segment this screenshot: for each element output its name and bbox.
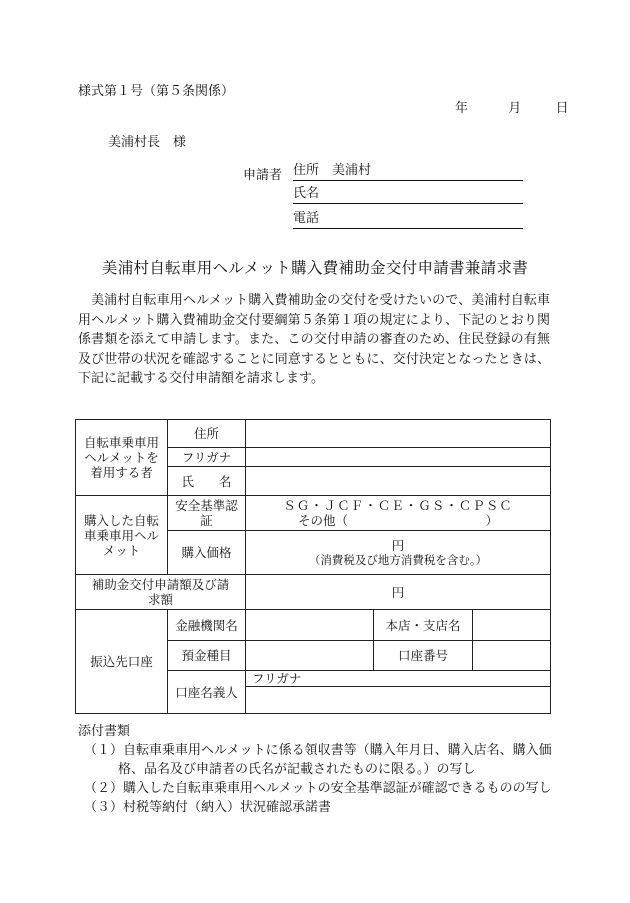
document-title: 美浦村自転車用ヘルメット購入費補助金交付申請書兼請求書 <box>101 259 529 277</box>
attachment-item: （３）村税等納付（納入）状況確認承諾書 <box>84 800 332 815</box>
account-number-cell[interactable] <box>473 641 551 671</box>
date-line <box>455 97 569 116</box>
applicant-phone-label: 電話 <box>293 211 320 226</box>
wearer-address-cell[interactable] <box>246 420 551 448</box>
applicant-name-field[interactable] <box>293 185 523 204</box>
form-number: 様式第１号（第５条関係） <box>78 84 235 99</box>
date-year-label: 年 <box>455 101 469 116</box>
attachments-section <box>78 722 558 817</box>
date-day-label: 日 <box>555 101 569 116</box>
application-table <box>75 419 551 714</box>
wearer-furigana-cell[interactable] <box>246 448 551 467</box>
safety-standard-label: 安全基準認証 <box>168 496 246 531</box>
applicant-address-label: 住所 美浦村 <box>293 163 372 178</box>
attachments-heading: 添付書類 <box>78 724 131 739</box>
request-amount-cell[interactable] <box>246 575 551 610</box>
applicant-name-label: 氏名 <box>293 186 320 201</box>
account-holder-label: 口座名義人 <box>168 671 246 714</box>
safety-other: その他（ ） <box>298 513 499 528</box>
institution-cell[interactable] <box>246 610 374 641</box>
safety-standards-list: ＳＧ・ＪＣＦ・ＣＥ・ＧＳ・ＣＰＳＣ <box>283 498 513 513</box>
recipient: 美浦村長 様 <box>108 135 187 150</box>
bank-account-label: 振込先口座 <box>76 610 168 714</box>
body-paragraph: 美浦村自転車用ヘルメット購入費補助金の交付を受けたいので、美浦村自転車用ヘルメット購入費補助金交付要綱第５条第１項の規定により、下記のとおり関係書類を添えて申請します。また、この交付申請の審査のため、住民登録の有無及び世帯の状況を確認することに同意するとともに、交付決定となったときは、下記に記載する交付申請額を請求します。 <box>78 293 550 386</box>
deposit-type-label: 預金種目 <box>168 641 246 671</box>
account-number-label: 口座番号 <box>374 641 473 671</box>
attachment-item: （２）購入した自転車乗車用ヘルメットの安全基準認証が確認できるものの写し <box>84 781 552 796</box>
institution-label: 金融機関名 <box>168 610 246 641</box>
helmet-label: 購入した自転車乗車用ヘルメット <box>76 496 168 575</box>
holder-furigana-label: フリガナ <box>252 671 302 686</box>
wearer-name-cell[interactable] <box>246 467 551 496</box>
request-yen: 円 <box>391 584 405 600</box>
applicant-address-field[interactable] <box>293 162 523 181</box>
branch-cell[interactable] <box>473 610 551 641</box>
price-yen: 円 <box>391 537 405 553</box>
applicant-phone-field[interactable] <box>293 210 523 229</box>
holder-furigana-cell[interactable] <box>246 671 551 687</box>
furigana-label: フリガナ <box>168 448 246 467</box>
name-label: 氏 名 <box>168 467 246 496</box>
price-cell[interactable] <box>246 531 551 575</box>
attachment-item: （１）自転車乗車用ヘルメットに係る領収書等（購入年月日、購入店名、購入価格、品名及び申請者の氏名が記載されたものに限る。）の写し <box>84 743 552 777</box>
branch-label: 本店・支店名 <box>374 610 473 641</box>
safety-standard-cell[interactable] <box>246 496 551 531</box>
price-note: （消費税及び地方消費税を含む。） <box>308 552 488 567</box>
holder-name-cell[interactable] <box>246 687 551 714</box>
address-label: 住所 <box>168 420 246 448</box>
date-month-label: 月 <box>508 101 522 116</box>
applicant-label: 申請者 <box>243 168 283 183</box>
wearer-label: 自転車乗車用ヘルメットを着用する者 <box>76 420 168 496</box>
price-label: 購入価格 <box>168 531 246 575</box>
deposit-type-cell[interactable] <box>246 641 374 671</box>
request-amount-label: 補助金交付申請額及び請求額 <box>76 575 246 610</box>
